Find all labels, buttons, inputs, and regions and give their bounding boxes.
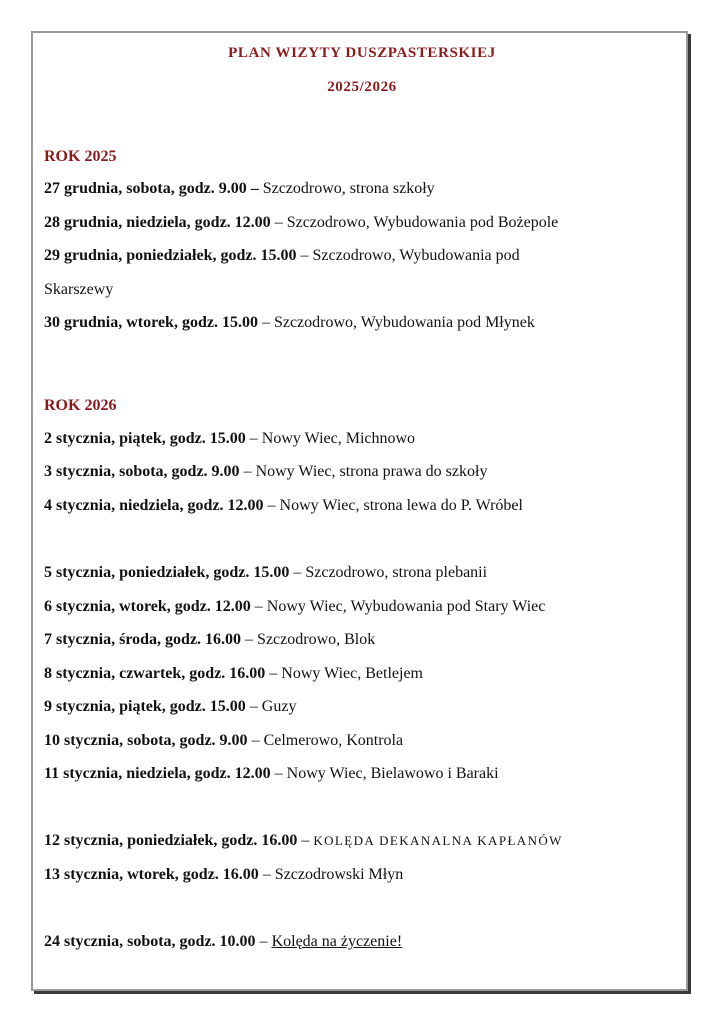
visit-date: 7 stycznia, środa, godz. 16.00	[44, 631, 242, 648]
visit-date: 13 stycznia, wtorek, godz. 16.00	[44, 866, 259, 883]
visit-place: Szczodrowo, strona szkoły	[258, 180, 435, 197]
visit-place: – Szczodrowo, Blok	[241, 631, 376, 648]
visit-entry	[44, 832, 563, 850]
visit-entry	[44, 698, 296, 716]
visit-entry	[44, 866, 403, 884]
document-title: PLAN WIZYTY DUSZPASTERSKIEJ	[228, 45, 496, 61]
document-subtitle-year: 2025/2026	[327, 79, 397, 95]
visit-place-continuation: Skarszewy	[44, 281, 114, 298]
heading-rok-2026: ROK 2026	[44, 397, 117, 414]
visit-entry	[44, 497, 523, 515]
visit-place: – Nowy Wiec, strona lewa do P. Wróbel	[263, 497, 523, 514]
visit-entry	[44, 732, 403, 750]
visit-dash: –	[255, 933, 272, 950]
visit-date: 8 stycznia, czwartek, godz. 16.00	[44, 665, 266, 682]
visit-place: – Nowy Wiec, Michnowo	[245, 430, 416, 447]
visit-date: 28 grudnia, niedziela, godz. 12.00	[44, 214, 271, 231]
visit-entry	[44, 430, 415, 448]
visit-entry	[44, 665, 423, 683]
heading-rok-2025: ROK 2025	[44, 148, 117, 165]
visit-date: 27 grudnia, sobota, godz. 9.00 –	[44, 180, 259, 197]
visit-date: 10 stycznia, sobota, godz. 9.00	[44, 732, 248, 749]
visit-entry	[44, 765, 499, 783]
visit-date: 2 stycznia, piątek, godz. 15.00	[44, 430, 246, 447]
visit-place: – Szczodrowo, Wybudowania pod Bożepole	[270, 214, 559, 231]
visit-place-dekanalna: KOLĘDA DEKANALNA KAPŁANÓW	[313, 833, 563, 848]
visit-entry	[44, 180, 435, 198]
visit-date: 24 stycznia, sobota, godz. 10.00	[44, 933, 256, 950]
visit-place: – Nowy Wiec, Wybudowania pod Stary Wiec	[250, 598, 546, 615]
visit-date: 5 stycznia, poniedziałek, godz. 15.00	[44, 564, 290, 581]
visit-place: – Celmerowo, Kontrola	[247, 732, 404, 749]
visit-place: – Guzy	[245, 698, 297, 715]
visit-entry	[44, 463, 487, 481]
visit-entry	[44, 598, 545, 616]
visit-date: 6 stycznia, wtorek, godz. 12.00	[44, 598, 251, 615]
visit-entry	[44, 564, 487, 582]
visit-place: – Szczodrowski Młyn	[258, 866, 404, 883]
visit-place: – Szczodrowo, Wybudowania pod	[296, 247, 520, 264]
visit-date: 11 stycznia, niedziela, godz. 12.00	[44, 765, 271, 782]
visit-date: 3 stycznia, sobota, godz. 9.00	[44, 463, 240, 480]
visit-dash: –	[297, 832, 314, 849]
visit-entry	[44, 631, 375, 649]
visit-entry	[44, 214, 558, 232]
visit-place-on-request: Kolęda na życzenie!	[271, 933, 403, 950]
visit-date: 4 stycznia, niedziela, godz. 12.00	[44, 497, 264, 514]
visit-date: 29 grudnia, poniedziałek, godz. 15.00	[44, 247, 297, 264]
visit-place: – Nowy Wiec, Betlejem	[265, 665, 423, 682]
visit-date: 30 grudnia, wtorek, godz. 15.00	[44, 314, 258, 331]
visit-date: 9 stycznia, piątek, godz. 15.00	[44, 698, 246, 715]
visit-entry	[44, 247, 520, 265]
visit-entry	[44, 314, 535, 332]
visit-entry	[44, 933, 402, 951]
visit-place: – Nowy Wiec, strona prawa do szkoły	[239, 463, 488, 480]
visit-date: 12 stycznia, poniedziałek, godz. 16.00	[44, 832, 298, 849]
visit-place: – Nowy Wiec, Bielawowo i Baraki	[270, 765, 499, 782]
visit-place: – Szczodrowo, strona plebanii	[289, 564, 488, 581]
visit-place: – Szczodrowo, Wybudowania pod Młynek	[257, 314, 535, 331]
visit-entry-continuation	[44, 281, 113, 299]
